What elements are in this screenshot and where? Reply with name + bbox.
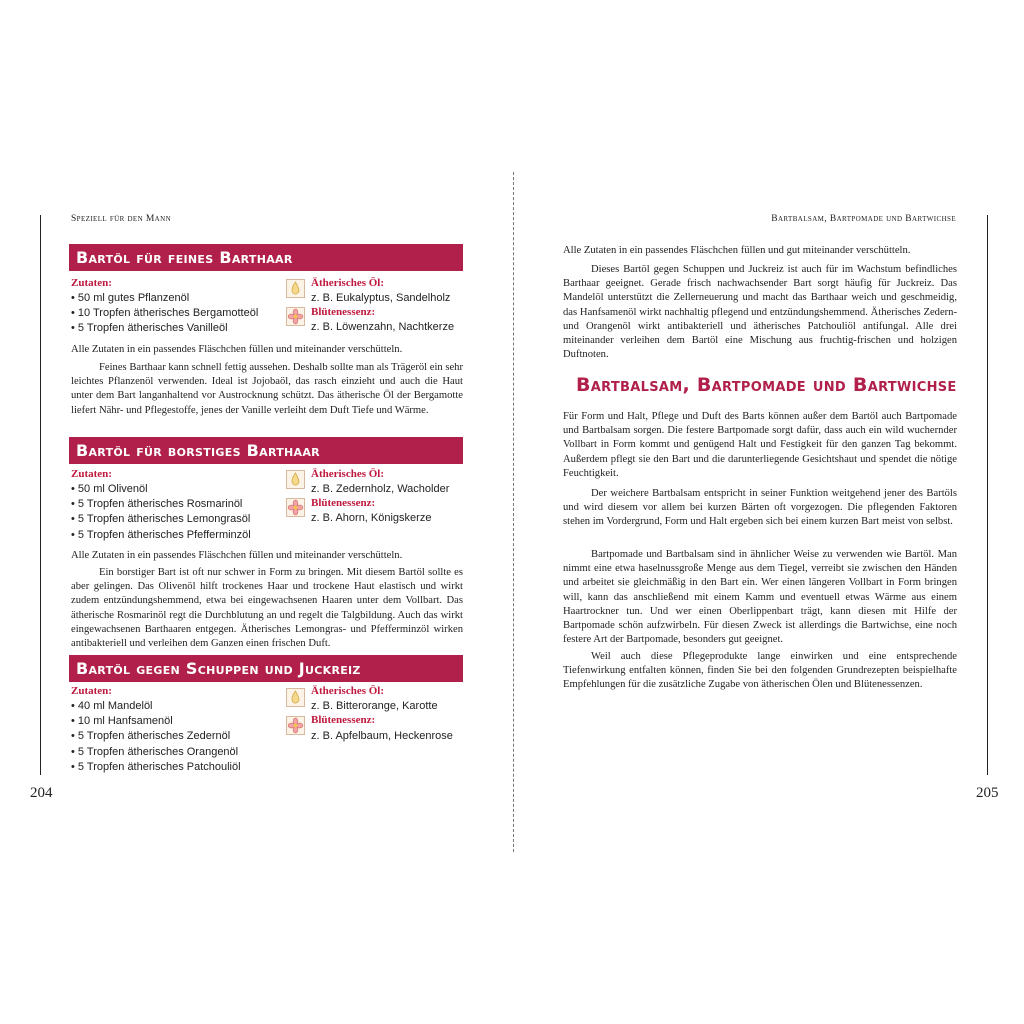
left-running-head: Speziell für den Mann [71, 214, 172, 224]
body-paragraph: Weil auch diese Pflegeprodukte lange einwirken und eine entsprechende Tiefenwirkung entfalten können, finden Sie bei den folgenden Grundrezepten beispielhafte Empfehlungen für die zusätzliche Zugabe von ätherischen Ölen und Blütenessenzen. [563, 651, 957, 691]
ingredients-label: Zutaten: [71, 277, 112, 289]
oil-drop-icon [286, 279, 305, 298]
recipe-title-fine-beard: Bartöl für feines Barthaar [69, 244, 463, 271]
list-item: • 5 Tropfen ätherisches Vanilleöl [71, 322, 228, 335]
body-paragraph: Bartpomade und Bartbalsam sind in ähnlicher Weise zu verwenden wie Bartöl. Man nimmt eine etwa haselnussgroße Menge aus dem Tiegel, verreibt sie zwischen den Händen und arbeitet sie gleichmäßig in den Bart ein. Wer einen längeren Vollbart in Form bringen will, kann das anschließend mit einem Kamm und eventuell etwas Wärme aus einem Haartrockner tun. Und wer einen Oberlippenbart trägt, kann diesen mit Hilfe der Bartpomade schön aufzwirbeln. Für diesen Zweck ist allerdings die Bartwichse, eine noch festere Art der Bartpomade, besonders gut geeignet. [563, 549, 957, 646]
recipe-instruction: Alle Zutaten in ein passendes Fläschchen füllen und miteinander verschütteln. [71, 344, 403, 355]
flower-icon [286, 716, 305, 735]
essence-value: z. B. Löwenzahn, Nachtkerze [311, 321, 455, 333]
flower-icon [286, 307, 305, 326]
ingredients-list [71, 699, 241, 775]
list-item: • 40 ml Mandelöl [71, 700, 153, 712]
ingredients-label: Zutaten: [71, 468, 112, 480]
list-item: • 50 ml gutes Pflanzenöl [71, 292, 190, 304]
recipe-title-dandruff-itch: Bartöl gegen Schuppen und Juckreiz [69, 655, 463, 682]
oil-value: z. B. Bitterorange, Karotte [311, 700, 438, 712]
list-item: • 5 Tropfen ätherisches Pfefferminzöl [71, 528, 251, 541]
body-paragraph: Der weichere Bartbalsam entspricht in seiner Funktion weitgehend jener des Bartöls und wird diesem vor allem bei kurzen Bärten oft vorgezogen. Die pflegenden Faktoren stehen im Vordergrund, Form und Halt ergeben sich bei einem kurzen Bart meist von selbst. [563, 488, 957, 528]
section-heading: Bartbalsam, Bartpomade und Bartwichse [576, 374, 957, 396]
right-running-head: Bartbalsam, Bartpomade und Bartwichse [771, 214, 956, 224]
essence-value: z. B. Ahorn, Königskerze [311, 512, 432, 524]
oil-drop-icon [286, 688, 305, 707]
continuation-instruction: Alle Zutaten in ein passendes Fläschchen füllen und gut miteinander verschütteln. [563, 245, 911, 256]
list-item: • 10 ml Hanfsamenöl [71, 715, 173, 728]
list-item: • 5 Tropfen ätherisches Zedernöl [71, 730, 231, 743]
left-margin-rule [40, 215, 41, 775]
right-margin-rule [987, 215, 988, 775]
continuation-text: Dieses Bartöl gegen Schuppen und Juckreiz ist auch für im Wachstum befindliches Barthaar geeignet. Gerade frisch nachwachsender Bart sorgt häufig für Juckreiz. Das Mandelöl unterstützt die Zellerneuerung und macht das Barthaar weich und geschmeidig, das Hanfsamenöl wirkt nachhaltig pflegend und entzündungshemmend. Ätherisches Zedern- und Orangenöl wirkt antibakteriell und ätherisches Patchouliöl antifungal. Alle drei miteinander verleihen dem Bartöl eine Mischung aus fruchtig-frischen und holzigen Duftnoten. [563, 264, 957, 361]
oil-label: Ätherisches Öl: [311, 685, 385, 697]
essence-label: Blütenessenz: [311, 306, 376, 318]
oil-label: Ätherisches Öl: [311, 468, 385, 480]
oil-label: Ätherisches Öl: [311, 277, 385, 289]
essence-label: Blütenessenz: [311, 714, 376, 726]
left-page-number: 204 [30, 785, 53, 801]
list-item: • 5 Tropfen ätherisches Rosmarinöl [71, 498, 243, 511]
essence-value: z. B. Apfelbaum, Heckenrose [311, 730, 453, 742]
body-paragraph: Für Form und Halt, Pflege und Duft des Barts können außer dem Bartöl auch Bartpomade und Bartbalsam sorgen. Die festere Bartpomade sorgt dafür, dass auch ein wild wuchernder Vollbart in Form kommt und genügend Halt und Festigkeit für den ganzen Tag bekommt. Außerdem pflegt sie den Bart und die darunterliegende Gesichtshaut und spendet die nötige Feuchtigkeit. [563, 411, 957, 479]
oil-value: z. B. Zedernholz, Wacholder [311, 483, 450, 495]
list-item: • 10 Tropfen ätherisches Bergamotteöl [71, 307, 259, 320]
ingredients-list [71, 482, 251, 543]
list-item: • 50 ml Olivenöl [71, 483, 148, 495]
list-item: • 5 Tropfen ätherisches Patchouliöl [71, 760, 241, 773]
flower-icon [286, 498, 305, 517]
essence-label: Blütenessenz: [311, 497, 376, 509]
recipe-instruction: Alle Zutaten in ein passendes Fläschchen füllen und miteinander verschütteln. [71, 550, 403, 561]
right-page-number: 205 [976, 785, 999, 801]
ingredients-label: Zutaten: [71, 685, 112, 697]
recipe-title-bristly-beard: Bartöl für borstiges Barthaar [69, 437, 463, 464]
oil-value: z. B. Eukalyptus, Sandelholz [311, 292, 451, 304]
list-item: • 5 Tropfen ätherisches Lemongrasöl [71, 513, 251, 526]
oil-drop-icon [286, 470, 305, 489]
page-fold-line [513, 172, 514, 852]
recipe-description: Ein borstiger Bart ist oft nur schwer in Form zu bringen. Mit diesem Bartöl sollte es aber gelingen. Das Olivenöl hilft trockenes Haar und trockene Haut elastisch und wirkt zudem entzündungshemmend, etwa bei eingewachsenen Haaren unter dem Vollbart. Das ätherische Rosmarinöl regt die Durchblutung an und regelt die Talgbildung. Auch das wirkt eingewachsenen Barthaaren entgegen. Ätherisches Lemongras- und Pfefferminzöl wirken antibakteriell und verleihen dem Ganzen einen frischen Duft. [71, 567, 463, 650]
ingredients-list [71, 291, 258, 337]
list-item: • 5 Tropfen ätherisches Orangenöl [71, 745, 239, 758]
recipe-description: Feines Barthaar kann schnell fettig aussehen. Deshalb sollte man als Trägeröl ein sehr leichtes Pflanzenöl verwenden. Ideal ist Jojobaöl, das rasch einzieht und auch die Haut unter dem Bart langanhaltend vor Austrocknung schützt. Das ätherische Öl der Bergamotte liefert Nähr- und Pflegestoffe, jenes der Vanille verleiht dem Duft Tiefe und Wärme. [71, 362, 463, 416]
